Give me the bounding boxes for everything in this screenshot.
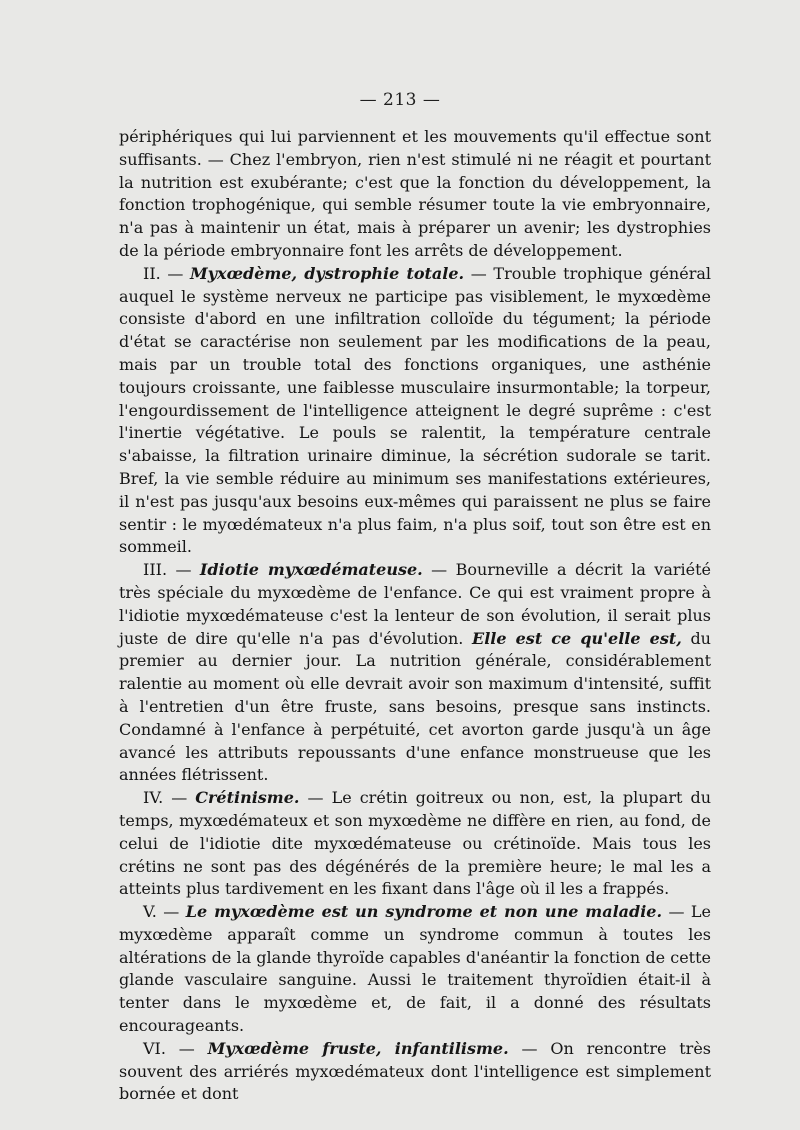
section-heading: Myxœdème fruste, infantilisme. [207, 1038, 509, 1058]
body-text [119, 126, 711, 1106]
section-iv [119, 787, 711, 901]
section-body: — Trouble trophique général auquel le système nerveux ne participe pas visiblement, le myxœdème consiste d'abord en une infiltration colloïde du tégument; la période d'état se caractérise non seulement par les modifications de la peau, mais par un trouble total des fonctions organiques, une asthénie toujours croissante, une faiblesse musculaire insurmontable; la torpeur, l'engourdissement de l'intelligence atteignent le degré suprême : c'est l'inertie végétative. Le pouls se ralentit, la température centrale s'abaisse, la filtration urinaire diminue, la sécrétion sudorale se tarit. Bref, la vie semble réduire au minimum ses manifestations extérieures, il n'est pas jusqu'aux besoins eux-mêmes qui paraissent ne plus se faire sentir : le myœdémateux n'a plus faim, n'a plus soif, tout son être est en sommeil. [119, 263, 711, 557]
emphasis-text: Elle est ce qu'elle est, [472, 628, 682, 648]
section-body: — Le crétin goitreux ou non, est, la plupart du temps, myxœdémateux et son myxœdème ne diffère en rien, au fond, de celui de l'idiotie dite myxœdémateuse ou crétinoïde. Mais tous les crétins ne sont pas des dégénérés de la première heure; le mal les a atteints plus tardivement en les fixant dans l'âge où il les a frappés. [119, 788, 712, 899]
section-heading: Crétinisme. [195, 788, 300, 808]
section-body: — On rencontre très souvent des arriérés myxœdémateux dont l'intelligence est simplement bornée et dont [119, 1038, 712, 1104]
section-number: IV. — [143, 788, 196, 808]
section-number: III. — [143, 560, 200, 580]
page-number: — 213 — [359, 90, 441, 110]
section-vi [119, 1038, 711, 1106]
section-body: — Le myxœdème apparaît comme un syndrome commun à toutes les altérations de la glande thyroïde capables d'anéantir la fonction de cette glande vasculaire sanguine. Aussi le traitement thyroïdien était-il à tenter dans le myxœdème et, de fait, il a donné des résultats encourageants. [119, 902, 712, 1036]
section-body: du premier au dernier jour. La nutrition générale, considérablement ralentie au moment où elle devrait avoir son maximum d'intensité, suffit à l'entretien d'un être fruste, sans besoins, presque sans instincts. Condamné à l'enfance à perpétuité, cet avorton garde jusqu'à un âge avancé les attributs repoussants d'une enfance monstrueuse que les années flétrissent. [119, 628, 711, 785]
section-iii [119, 559, 711, 787]
section-heading: Myxœdème, dystrophie totale. [190, 263, 465, 283]
section-number: II. — [143, 263, 191, 283]
section-number: VI. — [143, 1038, 208, 1058]
section-v [119, 901, 711, 1038]
paragraph-text: périphériques qui lui parviennent et les mouvements qu'il effectue sont suffisants. — Chez l'embryon, rien n'est stimulé ni ne réagit et pourtant la nutrition est exubérante; c'est que la fonction du développement, la fonction trophogénique, qui semble résumer toute la vie embryonnaire, n'a pas à maintenir un état, mais à préparer un avenir; les dystrophies de la période embryonnaire font les arrêts de développement. [119, 127, 711, 260]
section-body: — Bourneville a décrit la variété très spéciale du myxœdème de l'enfance. Ce qui est vraiment propre à l'idiotie myxœdémateuse c'est la lenteur de son évolution, il serait plus juste de dire qu'elle n'a pas d'évolution. [119, 560, 712, 648]
section-heading: Idiotie myxœdémateuse. [199, 560, 423, 580]
section-heading: Le myxœdème est un syndrome et non une maladie. [185, 902, 663, 922]
section-number: V. — [143, 902, 186, 922]
paragraph-continuation [119, 126, 711, 263]
section-ii [119, 263, 711, 559]
